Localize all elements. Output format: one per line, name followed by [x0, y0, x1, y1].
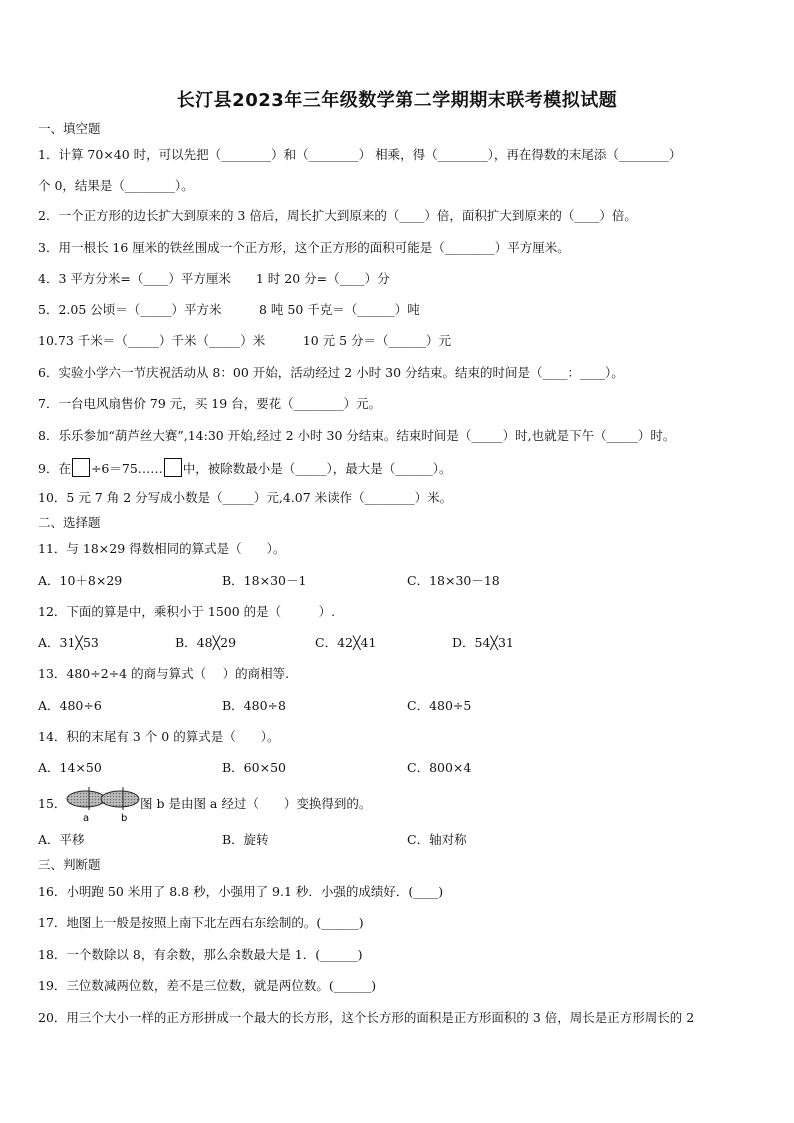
page-title: 长汀县2023年三年级数学第二学期期末联考模拟试题: [176, 90, 618, 111]
question-18: 18．一个数除以 8，有余数，那么余数最大是 1．(______): [38, 947, 363, 962]
question-9-suffix: 中，被除数最小是（_____），最大是（______）。: [182, 461, 452, 476]
q13-option-a: A．480÷6: [38, 698, 102, 713]
question-14: 14．积的末尾有 3 个 0 的算式是（ ）。: [38, 729, 280, 744]
q14-option-c: C．800×4: [407, 760, 472, 775]
question-11: 11．与 18×29 得数相同的算式是（ ）。: [38, 541, 286, 556]
q12-option-b: B．48╳29: [175, 635, 237, 650]
q13-option-b: B．480÷8: [222, 698, 286, 713]
q14-option-a: A．14×50: [38, 760, 102, 775]
question-10: 10．5 元 7 角 2 分写成小数是（_____）元,4.07 米读作（________）米。: [38, 490, 453, 505]
question-7: 7．一台电风扇售价 79 元，买 19 台，要花（________）元。: [38, 396, 382, 411]
question-9: [38, 458, 452, 477]
section-multiple-choice: 二、选择题: [38, 515, 101, 530]
question-9-prefix: 9．在: [38, 461, 71, 476]
q15-option-a: A．平移: [38, 832, 85, 847]
question-5-line2: 10.73 千米＝（_____）千米（_____）米 10 元 5 分＝（______）元: [38, 333, 452, 348]
q12-option-a: A．31╳53: [38, 635, 99, 650]
question-16: 16．小明跑 50 米用了 8.8 秒，小强用了 9.1 秒．小强的成绩好．(____): [38, 884, 444, 899]
question-3: 3．用一根长 16 厘米的铁丝围成一个正方形，这个正方形的面积可能是（________）平方厘米。: [38, 240, 570, 255]
question-9-middle: ÷6＝75……: [90, 461, 163, 476]
q11-option-b: B．18×30－1: [222, 573, 307, 588]
question-17: 17．地图上一般是按照上南下北左西右东绘制的。(______): [38, 915, 364, 930]
leaf-a-shape: [67, 791, 105, 807]
question-20: 20．用三个大小一样的正方形拼成一个最大的长方形，这个长方形的面积是正方形面积的 3 倍，周长是正方形周长的 2: [38, 1010, 695, 1025]
q11-option-c: C．18×30－18: [407, 573, 500, 588]
leaf-b-shape: [101, 791, 139, 807]
question-5-line1: 5．2.05 公顷＝（_____）平方米 8 吨 50 千克＝（______）吨: [38, 302, 420, 317]
question-2: 2．一个正方形的边长扩大到原来的 3 倍后，周长扩大到原来的（____）倍，面积扩大到原来的（____）倍。: [38, 208, 637, 223]
section-true-false: 三、判断题: [38, 857, 101, 872]
q12-option-c: C．42╳41: [315, 635, 377, 650]
q15-option-b: B．旋转: [222, 832, 269, 847]
leaf-figure: [64, 786, 142, 824]
question-1-line1: 1．计算 70×40 时，可以先把（________）和（________） 相乘，得（________），再在得数的末尾添（________）: [38, 147, 682, 162]
question-12: 12．下面的算是中，乘积小于 1500 的是（ ）.: [38, 604, 336, 619]
question-1-line2: 个 0，结果是（________）。: [38, 178, 194, 193]
blank-box-dividend: [72, 458, 90, 477]
section-fill-blank: 一、填空题: [38, 121, 101, 136]
question-8: 8．乐乐参加“葫芦丝大赛”,14:30 开始,经过 2 小时 30 分结束。结束时间是（_____）时,也就是下午（_____）时。: [38, 428, 676, 443]
figure-label-b: b: [121, 813, 128, 824]
blank-box-remainder: [164, 458, 182, 477]
question-13: 13．480÷2÷4 的商与算式（ ）的商相等.: [38, 666, 290, 681]
question-6: 6．实验小学六一节庆祝活动从 8：00 开始，活动经过 2 小时 30 分结束。结束的时间是（____：____）。: [38, 365, 624, 380]
q11-option-a: A．10＋8×29: [38, 573, 123, 588]
q12-option-d: D．54╳31: [452, 635, 514, 650]
figure-label-a: a: [83, 813, 90, 824]
question-19: 19．三位数减两位数，差不是三位数，就是两位数。(______): [38, 978, 377, 993]
question-15-number: 15．: [38, 796, 67, 811]
q15-option-c: C．轴对称: [407, 832, 467, 847]
question-15: 图 b 是由图 a 经过（ ）变换得到的。: [140, 796, 372, 811]
q14-option-b: B．60×50: [222, 760, 286, 775]
q13-option-c: C．480÷5: [407, 698, 472, 713]
question-4: 4．3 平方分米=（____）平方厘米 1 时 20 分=（____）分: [38, 271, 390, 286]
